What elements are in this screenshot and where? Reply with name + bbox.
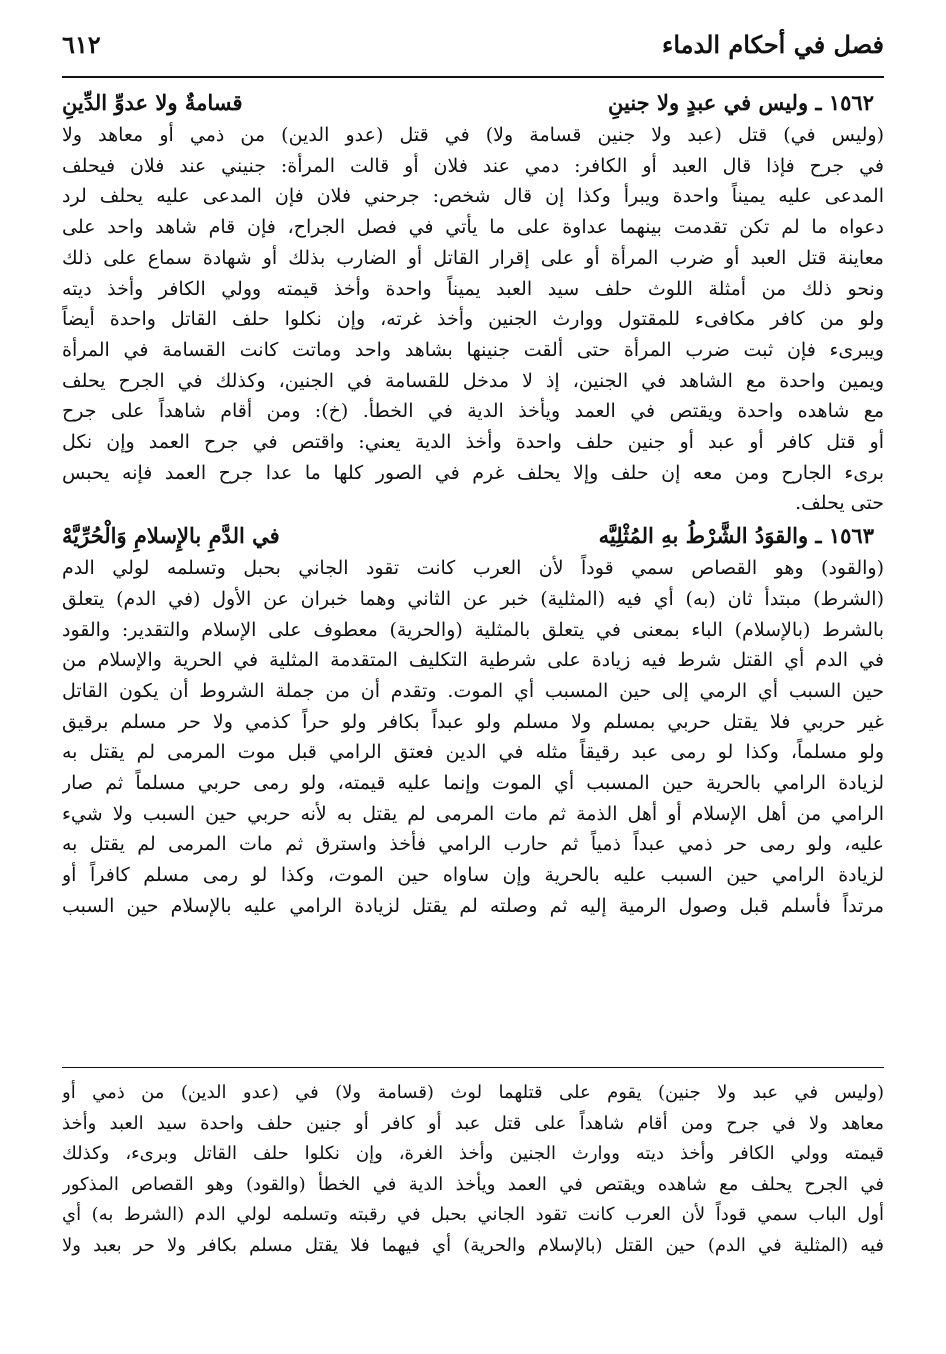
commentary-line: بالشرط (بالإسلام) الباء بمعنى في يتعلق بالمثلية (والحرية) معطوف على الإسلام والتقدير: والقود — [62, 618, 884, 641]
commentary-line: المدعى عليه يميناً واحدة ويبرأ وكذا إن قال شخص: جرحني فلان فإن المدعى عليه يحلف لرد — [62, 185, 884, 208]
commentary-line: حين السبب أي الرمي إلى حين المسبب أي الموت. وتقدم أن من جملة الشروط أن يكون القاتل — [62, 679, 884, 702]
verse-1563-hemistich-2: في الدَّمِ بالإِسلامِ وَالْحُرِّيَّهْ — [62, 523, 280, 549]
commentary-line: في جرح فإذا قال العبد أو الكافر: دمي عند فلان أو قالت المرأة: جنيني عند فلان فيحلف — [62, 154, 884, 177]
commentary-line: (الشرط) مبتدأ ثان (به) أي فيه (المثلية) خبر عن الثاني وهما خبران عن الأول (في الدم) يتعلق — [62, 587, 884, 610]
commentary-line: لزيادة الرامي حين السبب عليه بالحرية وإن ساواه حين الموت، وكذا لو رمى مسلم كافراً أو — [62, 864, 884, 887]
main-text — [62, 86, 884, 1046]
footnote-line: في الجرح يحلف مع شاهده ويقتص في العمد ويأخذ الدية في الخطأ (والقود) وهو القصاص المذكور — [62, 1173, 884, 1195]
verse-1562-hemistich-2: قسامةٌ ولا عدوِّ الدِّينِ — [62, 90, 243, 115]
footnote — [62, 1078, 884, 1261]
commentary-line: (والقود) وهو القصاص سمي قوداً لأن العرب كانت تقود الجاني بحبل وتسلمه لولي الدم — [62, 557, 884, 580]
commentary-line: دعواه ما لم تكن تقدمت بينهما عداوة على ما يأتي في فصل الجراح، فإن قام شاهد واحد على — [62, 216, 884, 239]
footnote-line: قيمته وولي الكافر وأخذ ديته ووارث الجنين وأخذ الغرة، وإن نكلوا حلف القاتل وبرىء، وكذلك — [62, 1143, 884, 1164]
commentary-line: (وليس في) قتل (عبد ولا جنين قسامة ولا) في قتل (عدو الدين) من ذمي أو معاهد ولا — [62, 124, 884, 146]
commentary-line: أو قتل كافر أو عبد أو جنين حلف واحدة وأخذ الدية يعني: واقتص في جرح العمد وإن نكل — [62, 431, 884, 454]
footnote-line: أول الباب سمي قوداً لأن العرب كانت تقود الجاني بحبل في رقبته وتسلمه لولي الدم (الشرط به) أي — [62, 1204, 884, 1225]
verse-1562 — [62, 86, 884, 120]
commentary-line: ويمين واحدة مع الشاهد في الجنين، إذ لا مدخل للقسامة في الجنين، وكذلك في الجرح يحلف — [62, 369, 884, 392]
footnote-line: (وليس في عبد ولا جنين) يقوم على قتلهما لوث (قسامة ولا) في (عدو الدين) من ذمي أو — [62, 1082, 884, 1103]
commentary-line: عليه، ولو رمى حر ذمي عبداً ذمياً ثم حارب الرامي فأخذ واسترق ثم مات المرمى لم يقتل به — [62, 833, 884, 856]
footnote-line: فيه (المثلية في الدم) حين القتل (بالإسلام والحرية) أي فيهما فلا يقتل مسلم بكافر ولا حر بعبد ولا — [62, 1234, 884, 1256]
commentary-1563 — [62, 553, 884, 921]
verse-1562-hemistich-1: ١٥٦٢ ـ وليس في عبدٍ ولا جنينِ — [608, 90, 874, 115]
commentary-line: غير حربي فلا يقتل حربي بمسلم ولا مسلم ولو عبداً بكافر ولو حراً كذمي ولا حر مسلم برقيق — [62, 710, 884, 733]
footnote-line: معاهد ولا في جرح ومن أقام شاهداً على قتل عبد أو كافر أو جنين حلف واحدة سيد العبد وأخذ — [62, 1112, 884, 1134]
commentary-line: برىء الجارح ومن معه إن حلف وإلا يحلف غرم في الصور كلها ما عدا جرح العمد فإنه يحبس — [62, 461, 884, 484]
page-number: ٦١٢ — [62, 29, 101, 59]
verse-1563-hemistich-1: ١٥٦٣ ـ والقوَدُ الشَّرْطُ بهِ المُثْلِيَّه — [598, 523, 874, 549]
commentary-line: ونحو ذلك من أمثلة اللوث حلف سيد العبد يميناً واحدة وأخذ قيمته وولي الكافر وأخذ ديته — [62, 277, 884, 300]
header-rule — [62, 76, 884, 78]
verse-1563 — [62, 519, 884, 553]
page-header — [62, 18, 884, 70]
commentary-line: مرتداً فأسلم قبل وصول الرمية إليه ثم وصلته لم يقتل لزيادة الرامي عليه بالإسلام حين السبب — [62, 894, 884, 917]
commentary-line: مع شاهده واحدة ويقتص في العمد ويأخذ الدية في الخطأ. (خ): ومن أقام شاهداً على جرح — [62, 400, 884, 423]
footnote-rule — [62, 1067, 884, 1068]
commentary-line: ويبرىء فإن ثبت ضرب المرأة حتى ألقت جنينها بشاهد واحد وماتت كانت القسامة في المرأة — [62, 338, 884, 361]
commentary-line: الرامي من أهل الإسلام أو أهل الذمة ثم مات المرمى لم يقتل به لأنه حربي حين السبب ولا شيء — [62, 802, 884, 825]
commentary-line: في الدم أي القتل شرط فيه زيادة على شرطية التكليف المتقدمة المثلية في الحرية والإسلام من — [62, 649, 884, 672]
commentary-line: ولو مسلماً، وكذا لو رمى عبد رقيقاً مثله في الدين فعتق الرامي قبل موت المرمى لم يقتل به — [62, 741, 884, 764]
commentary-line: معاينة قتل العبد أو ضرب المرأة أو على إقرار القاتل أو الضارب بذلك أو شهادة سماع على ذلك — [62, 246, 884, 269]
commentary-line: ولو من كافر مكافىء للمقتول ووارث الجنين وأخذ غرته، وإن نكلوا حلف القاتل واحدة أيضاً — [62, 308, 884, 331]
commentary-1562 — [62, 120, 884, 519]
commentary-line: حتى يحلف. — [795, 492, 884, 515]
running-title: فصل في أحكام الدماء — [662, 29, 884, 59]
commentary-line: لزيادة الرامي بالحرية حين المسبب أي الموت وإنما عليه قيمته، ولو رمى حربي مسلماً ثم صار — [62, 772, 884, 795]
